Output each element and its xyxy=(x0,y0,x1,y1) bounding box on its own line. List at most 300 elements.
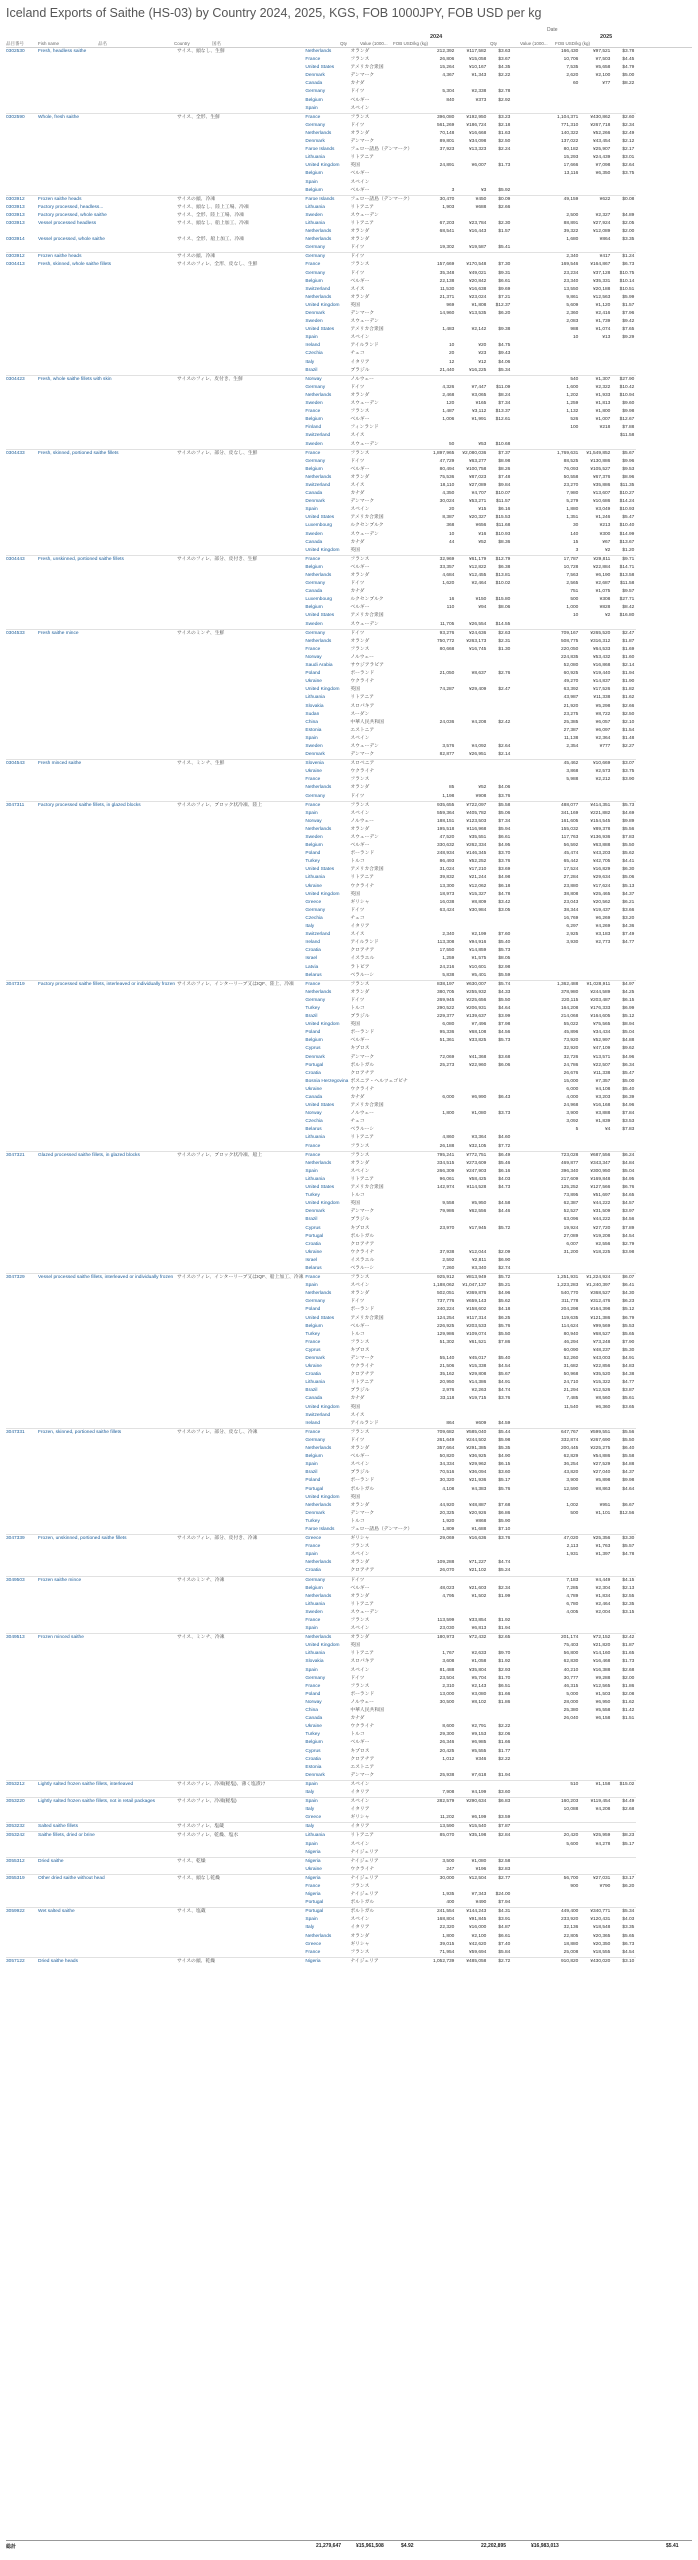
value-2024-cell: ¥3,065 xyxy=(471,392,487,398)
country-jp-cell: デンマーク xyxy=(350,73,375,79)
fish-name-cell xyxy=(38,1257,177,1265)
fob-2025-cell: $4.49 xyxy=(612,1798,636,1807)
fish-name-jp-cell xyxy=(177,818,305,826)
fob-2025-cell: $2.00 xyxy=(622,1675,635,1681)
fob-2024-cell xyxy=(488,212,512,220)
country-cell: Denmark xyxy=(305,499,325,505)
fish-name-cell xyxy=(38,424,177,432)
fob-2024-cell: $2.78 xyxy=(498,89,511,95)
fob-2024-cell xyxy=(488,432,512,440)
fob-2025-cell: $5.47 xyxy=(622,515,635,521)
country-cell: France xyxy=(305,262,321,268)
fob-2024-cell: $9.38 xyxy=(498,327,511,333)
hs-code-cell xyxy=(6,1078,38,1086)
country-jp-cell: スペイン xyxy=(350,1667,370,1673)
value-2025-cell: ¥73,248 xyxy=(592,1339,611,1345)
qty-2024-cell: 226,925 xyxy=(436,1323,455,1329)
country-cell: Germany xyxy=(305,253,350,262)
qty-2024-cell: 13,590 xyxy=(424,1823,456,1832)
fish-name-jp-cell xyxy=(177,670,305,678)
qty-2024-cell: 1,897,965 xyxy=(424,449,456,458)
value-2025-cell: ¥7,357 xyxy=(595,1078,611,1084)
country-cell: Netherlands xyxy=(305,826,332,832)
value-2024-cell: ¥5,401 xyxy=(471,972,487,978)
hs-code-cell: 0304413 xyxy=(6,262,25,268)
qty-2024-cell xyxy=(424,1609,456,1617)
fish-name-jp-cell xyxy=(177,1331,305,1339)
table-row xyxy=(6,1814,636,1823)
fish-name-cell xyxy=(38,1789,177,1798)
hs-code-cell xyxy=(6,1924,38,1932)
value-2024-cell: ¥2,263 xyxy=(471,1388,487,1394)
fish-name-cell: Fresh saithe mince xyxy=(38,629,177,638)
fish-name-cell: Fresh, headless saithe xyxy=(38,49,87,54)
value-2024-cell: ¥21,936 xyxy=(468,1478,487,1484)
fish-name-jp-cell xyxy=(177,318,305,326)
country-jp-cell: ギリシャ xyxy=(350,1535,424,1544)
fob-2025-cell xyxy=(612,784,636,792)
value-2024-cell: ¥346 xyxy=(475,1756,487,1762)
country-cell: Croatia xyxy=(305,1241,321,1247)
value-2025-cell: ¥6,190 xyxy=(595,573,611,578)
table-row xyxy=(6,162,636,170)
qty-2025-cell: 10,728 xyxy=(563,564,579,570)
table-row xyxy=(6,1634,636,1643)
country-cell: Latvia xyxy=(305,964,319,970)
value-2025-cell: ¥154,545 xyxy=(590,818,611,824)
country-cell: Denmark xyxy=(305,1054,325,1060)
fish-name-jp-cell xyxy=(177,64,305,72)
fob-2025-cell: $3.30 xyxy=(612,1535,636,1544)
qty-2025-cell: 10 xyxy=(572,335,579,341)
fob-2025-cell xyxy=(612,1420,636,1429)
fob-2025-cell: $3.01 xyxy=(622,155,635,161)
qty-2024-cell: 95,336 xyxy=(439,1030,455,1036)
fish-name-cell xyxy=(38,1282,177,1290)
fish-name-jp-cell xyxy=(177,531,305,539)
qty-2024-cell: 559,364 xyxy=(436,810,455,816)
qty-2025-cell: 19,924 xyxy=(563,1225,579,1231)
value-2024-cell xyxy=(456,1216,488,1224)
country-cell: Spain xyxy=(305,1552,318,1558)
fob-2025-cell: $27.71 xyxy=(619,597,635,603)
value-2025-cell xyxy=(580,964,612,972)
value-2024-cell: ¥16,668 xyxy=(468,130,487,136)
country-jp-cell: リトアニア xyxy=(350,155,374,161)
qty-2024-cell: 74,287 xyxy=(439,687,455,693)
qty-2024-cell: 8,600 xyxy=(442,1724,455,1730)
fob-2025-cell: $5.65 xyxy=(622,1933,635,1939)
value-2025-cell: ¥52,266 xyxy=(592,130,611,136)
country-cell: Israel xyxy=(305,956,318,962)
fish-name-jp-cell xyxy=(177,1667,305,1675)
fob-2025-cell: $1.86 xyxy=(622,1683,635,1689)
value-2025-cell: ¥622 xyxy=(580,195,612,204)
fish-name-jp-cell xyxy=(177,1445,305,1453)
table-row xyxy=(6,1428,636,1437)
hs-code-cell xyxy=(6,1866,38,1875)
fish-name-cell xyxy=(38,1675,177,1683)
hs-code-cell xyxy=(6,1849,38,1858)
table-row xyxy=(6,883,636,891)
value-2024-cell: ¥656 xyxy=(475,523,487,529)
fob-2024-cell: $6.49 xyxy=(488,1151,512,1160)
fish-name-cell xyxy=(38,1021,177,1029)
country-jp-cell: ポーランド xyxy=(350,1478,375,1484)
fish-name-jp-cell xyxy=(177,1715,305,1723)
hs-code-cell xyxy=(6,318,38,326)
country-cell: Italy xyxy=(305,359,315,365)
value-2024-cell xyxy=(456,654,488,662)
value-2024-cell: ¥14,859 xyxy=(468,948,487,954)
value-2024-cell: ¥12,044 xyxy=(468,1249,487,1255)
fob-2025-cell: $5.40 xyxy=(622,1086,635,1092)
value-2024-cell: ¥116,968 xyxy=(466,826,487,832)
qty-2024-cell xyxy=(424,105,456,114)
fish-name-jp-cell xyxy=(177,826,305,834)
fish-name-cell: Fresh minced saithe xyxy=(38,760,177,769)
value-2024-cell: ¥139,637 xyxy=(466,1014,487,1020)
country-jp-cell: カナダ xyxy=(350,1095,365,1100)
qty-2024-cell: 22,320 xyxy=(439,1925,455,1931)
qty-2024-cell: 11,202 xyxy=(440,1815,455,1821)
fob-2024-cell: $4.54 xyxy=(498,1364,511,1370)
country-jp-cell: リトアニア xyxy=(350,1601,374,1607)
value-2025-cell: ¥1,800 xyxy=(595,409,611,415)
qty-2025-cell: 3,900 xyxy=(566,1478,579,1484)
fob-2025-cell xyxy=(612,1625,636,1634)
qty-2025-cell: 217,609 xyxy=(560,1176,579,1182)
value-2025-cell: ¥11,338 xyxy=(593,1070,611,1076)
fob-2024-cell xyxy=(488,735,512,743)
fish-name-jp-cell xyxy=(177,400,305,408)
value-2024-cell xyxy=(456,727,488,735)
fish-name-cell xyxy=(38,1691,177,1699)
value-2024-cell xyxy=(456,923,488,931)
qty-2024-cell: 89,801 xyxy=(439,139,455,145)
table-row xyxy=(6,1437,636,1445)
country-jp-cell: オランダ xyxy=(350,1160,370,1166)
country-jp-cell: クロアチア xyxy=(350,1241,375,1247)
fish-name-cell: Factory processed saithe fillets, in glazed blocks xyxy=(38,801,177,810)
country-jp-cell: イタリア xyxy=(350,359,370,365)
value-2024-cell: ¥41,368 xyxy=(468,1054,487,1060)
fob-2024-cell: $7.48 xyxy=(498,474,511,480)
qty-2024-cell: 795,241 xyxy=(424,1151,456,1160)
hs-code-cell xyxy=(6,1290,38,1298)
value-2024-cell xyxy=(456,760,488,769)
fish-name-jp-cell xyxy=(177,1518,305,1526)
qty-2024-cell: 4,684 xyxy=(442,573,455,578)
qty-2024-cell: 269,945 xyxy=(436,997,455,1003)
table-row xyxy=(6,1832,636,1841)
qty-2025-cell: 214,068 xyxy=(560,1014,579,1020)
hs-code-cell xyxy=(6,1567,38,1576)
qty-2025-cell: 47,020 xyxy=(512,1535,580,1544)
fish-name-jp-cell: サイス、ミンチ、冷凍 xyxy=(177,1634,305,1643)
fish-name-cell xyxy=(38,294,177,302)
qty-2024-cell xyxy=(424,1883,456,1891)
fob-2024-cell xyxy=(488,1543,512,1551)
fish-name-cell xyxy=(38,1118,177,1126)
value-2024-cell: ¥5,555 xyxy=(471,1748,487,1754)
value-2024-cell: ¥36,094 xyxy=(468,1470,487,1476)
value-2025-cell: ¥19,440 xyxy=(592,671,611,677)
fob-2025-cell: $4.65 xyxy=(622,1193,635,1199)
value-2025-cell: ¥1,074 xyxy=(595,327,611,333)
fish-name-cell xyxy=(38,1949,177,1958)
qty-2025-cell: 1,362,488 xyxy=(512,980,580,989)
qty-2025-cell: 25,008 xyxy=(563,1949,579,1955)
hs-code-cell xyxy=(6,1715,38,1723)
fob-2025-cell: $6.41 xyxy=(622,1283,635,1289)
fob-2024-cell: $3.59 xyxy=(498,1815,511,1821)
table-row xyxy=(6,1054,636,1062)
country-cell: France xyxy=(305,646,321,652)
qty-2025-cell: 23,270 xyxy=(563,482,579,488)
fob-2025-cell: $9.60 xyxy=(622,401,635,407)
country-jp-cell: イタリア xyxy=(350,1823,424,1832)
fish-name-cell xyxy=(38,596,177,604)
value-2024-cell: ¥20 xyxy=(478,343,487,349)
fish-name-jp-cell xyxy=(177,1126,305,1134)
fob-2025-cell: $1.48 xyxy=(622,735,635,741)
fish-name-jp-cell xyxy=(177,1241,305,1249)
country-cell: Spain xyxy=(305,1841,318,1847)
qty-2025-cell: 7,563 xyxy=(566,573,579,578)
fob-2025-cell: $2.17 xyxy=(622,147,635,153)
country-cell: Lithuania xyxy=(305,220,325,226)
col-country-header: Country xyxy=(174,41,190,46)
country-cell: Norway xyxy=(305,1111,322,1117)
fob-2025-cell: $13.67 xyxy=(619,539,635,545)
country-cell: Poland xyxy=(305,671,321,677)
fob-2024-cell: $4.58 xyxy=(498,1201,511,1207)
country-cell: Ukraine xyxy=(305,679,322,685)
value-2024-cell: ¥146,345 xyxy=(466,851,487,857)
qty-2025-cell xyxy=(512,1823,580,1832)
fob-2025-cell: $5.30 xyxy=(622,1347,635,1353)
country-jp-cell: ベルギー xyxy=(350,1323,370,1329)
value-2024-cell: ¥58,425 xyxy=(468,1176,487,1182)
country-jp-cell: カナダ xyxy=(350,81,365,87)
fish-name-jp-cell xyxy=(177,80,305,88)
table-row xyxy=(6,1290,636,1298)
value-2024-cell: ¥3,340 xyxy=(471,1265,487,1271)
hs-code-cell xyxy=(6,1134,38,1142)
qty-2025-cell: 45,896 xyxy=(563,1030,579,1036)
qty-2025-cell: 5,988 xyxy=(566,777,579,783)
qty-2024-cell: 47,729 xyxy=(439,458,455,464)
value-2025-cell: ¥951 xyxy=(599,1502,611,1508)
fob-2024-cell xyxy=(488,547,512,556)
country-cell: Sweden xyxy=(305,401,323,407)
country-jp-cell: オランダ xyxy=(350,1933,370,1939)
qty-2024-cell xyxy=(424,154,456,162)
fob-2025-cell: $9.98 xyxy=(622,1478,635,1484)
qty-2025-cell: 160,203 xyxy=(512,1798,580,1807)
value-2024-cell xyxy=(456,253,488,262)
value-2025-cell: ¥20,350 xyxy=(592,1941,611,1947)
fish-name-jp-cell xyxy=(177,1486,305,1494)
country-cell: Netherlands xyxy=(305,474,332,480)
table-row xyxy=(6,1699,636,1707)
table-row xyxy=(6,662,636,670)
qty-2025-cell xyxy=(512,793,580,802)
value-2025-cell: ¥10,669 xyxy=(580,760,612,769)
country-jp-cell: キプロス xyxy=(350,1046,370,1052)
qty-2024-cell: 266,309 xyxy=(436,1168,455,1174)
fish-name-jp-cell xyxy=(177,1849,305,1858)
hs-code-cell xyxy=(6,146,38,154)
fob-2025-cell: $10.14 xyxy=(619,278,635,284)
qty-2025-cell: 63,096 xyxy=(563,1217,579,1223)
table-row xyxy=(6,915,636,923)
country-cell: Switzerland xyxy=(305,286,331,292)
qty-2024-cell: 1,809 xyxy=(442,1526,455,1532)
fish-name-jp-cell: サイス、頭なし、船上加工、冷凍 xyxy=(177,220,249,226)
country-cell: Italy xyxy=(305,1823,350,1832)
table-row xyxy=(6,1642,636,1650)
fish-name-jp-cell xyxy=(177,793,305,802)
table-row xyxy=(6,760,636,769)
qty-2024-cell: 67,203 xyxy=(439,220,455,226)
fish-name-jp-cell xyxy=(177,1814,305,1823)
fish-name-cell xyxy=(38,1143,177,1152)
table-row xyxy=(6,678,636,686)
qty-2025-cell xyxy=(512,432,580,440)
qty-2024-cell: 4,326 xyxy=(442,384,455,390)
hs-code-cell xyxy=(6,1070,38,1078)
fish-name-jp-cell xyxy=(177,1021,305,1029)
fob-2024-cell: $5.06 xyxy=(498,810,511,816)
fish-name-jp-cell xyxy=(177,1102,305,1110)
qty-2024-cell: 23,030 xyxy=(439,1626,455,1632)
value-2025-cell: ¥12,089 xyxy=(592,229,611,235)
table-row xyxy=(6,955,636,963)
value-2024-cell: ¥59,694 xyxy=(468,1949,487,1955)
fob-2025-cell: $9.62 xyxy=(622,1046,635,1052)
qty-2025-cell xyxy=(512,367,580,376)
country-cell: Portugal xyxy=(305,1233,324,1239)
country-cell: Denmark xyxy=(305,311,325,316)
country-cell: Faroe Islands xyxy=(305,147,335,153)
fish-name-cell xyxy=(38,1748,177,1756)
table-row xyxy=(6,1510,636,1518)
country-jp-cell: フランス xyxy=(350,980,424,989)
country-jp-cell: ベルギー xyxy=(350,1585,370,1591)
country-jp-cell: ナイジェリア xyxy=(350,1849,379,1855)
fish-name-cell: Frozen saithe heads xyxy=(38,253,177,262)
table-row xyxy=(6,621,636,630)
fob-2024-cell xyxy=(488,703,512,711)
value-2024-cell: ¥2,338 xyxy=(471,89,487,95)
fob-2025-cell: $12.67 xyxy=(619,417,635,423)
value-2024-cell: ¥170,548 xyxy=(466,262,487,268)
fish-name-jp-cell xyxy=(177,1691,305,1699)
qty-2025-cell xyxy=(512,1526,580,1535)
fish-name-jp-cell xyxy=(177,866,305,874)
value-2024-cell: ¥2,080,036 xyxy=(456,449,488,458)
fob-2025-cell: $5.56 xyxy=(622,826,635,832)
hs-code-cell xyxy=(6,244,38,253)
country-jp-cell: ベルギー xyxy=(350,1454,370,1460)
fob-2025-cell: $3.66 xyxy=(622,907,635,913)
table-row xyxy=(6,939,636,947)
qty-2024-cell xyxy=(424,1412,456,1420)
country-jp-cell: 英国 xyxy=(350,1022,360,1028)
qty-2024-cell xyxy=(424,1404,456,1412)
fish-name-jp-cell xyxy=(177,154,305,162)
value-2024-cell xyxy=(456,170,488,178)
fob-2024-cell: $4.73 xyxy=(498,1185,511,1191)
country-jp-cell: アメリカ合衆国 xyxy=(350,613,384,619)
country-jp-cell: ドイツ xyxy=(350,89,365,95)
fish-name-cell xyxy=(38,1625,177,1634)
value-2025-cell: ¥221,882 xyxy=(590,810,611,816)
fish-name-jp-cell: サイス、ミンチ、生鮮 xyxy=(177,760,305,769)
fob-2025-cell: $1.54 xyxy=(622,727,635,733)
country-cell: Belgium xyxy=(305,97,323,103)
fob-2024-cell xyxy=(488,253,512,262)
value-2024-cell xyxy=(456,703,488,711)
fish-name-cell xyxy=(38,899,177,907)
hs-code-cell xyxy=(6,1118,38,1126)
value-2025-cell: ¥119,454 xyxy=(580,1798,612,1807)
country-jp-cell: 英国 xyxy=(350,302,360,308)
fob-2024-cell: $6.38 xyxy=(498,564,511,570)
fob-2024-cell: $1.70 xyxy=(498,1675,511,1681)
qty-2025-cell xyxy=(512,441,580,450)
value-2025-cell: ¥19,208 xyxy=(592,1233,611,1239)
country-cell: Sweden xyxy=(305,441,323,447)
value-2025-cell xyxy=(580,441,612,450)
col-value-2025-header: Value (1000... xyxy=(520,41,548,46)
value-2024-cell: ¥71,227 xyxy=(468,1560,487,1566)
country-jp-cell: 英国 xyxy=(350,1643,360,1649)
value-2025-cell: ¥16,168 xyxy=(592,1103,611,1109)
qty-2024-cell: 79,986 xyxy=(439,1209,455,1215)
value-2025-cell: ¥4,108 xyxy=(595,1086,611,1092)
fish-name-jp-cell xyxy=(177,1225,305,1233)
table-row xyxy=(6,604,636,612)
fish-name-jp-cell xyxy=(177,915,305,923)
fob-2024-cell: $5.34 xyxy=(498,367,511,373)
table-row xyxy=(6,686,636,694)
fish-name-cell xyxy=(38,490,177,498)
qty-2025-cell: 3,900 xyxy=(566,1111,579,1117)
fob-2024-cell: $1.92 xyxy=(498,1659,511,1665)
table-row xyxy=(6,580,636,588)
country-cell: Belgium xyxy=(305,605,323,611)
fish-name-jp-cell xyxy=(177,1941,305,1949)
fob-2025-cell: $4.37 xyxy=(622,1470,635,1476)
value-2024-cell: ¥4,383 xyxy=(471,1486,487,1492)
fish-name-cell: Glazed processed saithe fillets, in glazed blocks xyxy=(38,1151,177,1160)
country-cell: United States xyxy=(305,613,335,619)
hs-code-cell: 0302590 xyxy=(6,113,38,122)
qty-2025-cell xyxy=(512,751,580,760)
fish-name-jp-cell xyxy=(177,1168,305,1176)
value-2024-cell: ¥21,102 xyxy=(468,1568,487,1574)
qty-2024-cell: 26,070 xyxy=(439,1568,455,1574)
qty-2025-cell: 164,208 xyxy=(560,1005,579,1011)
qty-2024-cell: 368 xyxy=(446,523,455,529)
country-cell: Germany xyxy=(305,270,326,276)
qty-2024-cell xyxy=(424,1347,456,1355)
hs-code-cell xyxy=(6,392,38,400)
value-2024-cell xyxy=(456,1241,488,1249)
